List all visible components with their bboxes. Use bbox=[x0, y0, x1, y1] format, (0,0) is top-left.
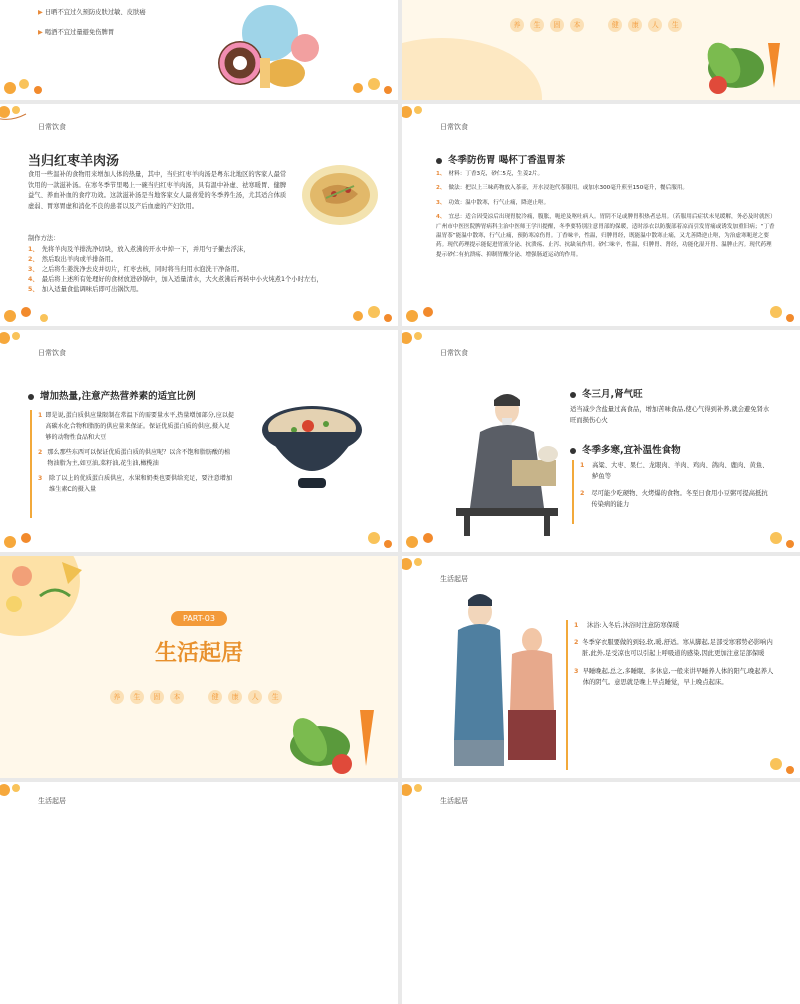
accent-bar bbox=[30, 410, 32, 518]
tag: 健 bbox=[608, 18, 622, 32]
tag: 固 bbox=[550, 18, 564, 32]
items-list bbox=[436, 170, 776, 260]
tag: 康 bbox=[228, 690, 242, 704]
flower-decoration bbox=[402, 300, 472, 326]
list-item: 2、 然后取出羊肉或羊排备用。 bbox=[28, 256, 118, 263]
tag: 养 bbox=[510, 18, 524, 32]
steps-list bbox=[28, 245, 373, 295]
flower-decoration bbox=[338, 68, 398, 100]
tag: 康 bbox=[628, 18, 642, 32]
accent-bar bbox=[572, 460, 574, 524]
flower-decoration bbox=[0, 782, 36, 802]
slide-calorie-ratio bbox=[0, 330, 398, 552]
slide-living-3 bbox=[402, 782, 800, 1004]
intro-text: 食用一些温补的食物用来增加人体的热量，其中，当归红枣羊肉汤是粤东北地区的客家人最常饮用的一款滋补汤。在寒冬季节里喝上一碗当归红枣羊肉汤，具有温中补虚、祛寒暖胃、健脾益气、养血补血的食疗功效。这款滋补汤是当地客家女人最喜爱的冬季养生汤，尤其适合体质虚弱、胃寒胃虚和消化不良的患者以及产后血虚的产妇饮用。 bbox=[28, 171, 287, 210]
section-header: 生活起居 bbox=[440, 797, 468, 805]
slide-angelica-lamb-soup bbox=[0, 104, 398, 326]
list-item: 1、 材料：丁香3克，砂仁5克，生姜2片。 bbox=[436, 171, 544, 177]
porridge-bowl-image bbox=[258, 400, 366, 496]
list-item: 3、 功效：温中散寒，行气止痛，降逆止呕。 bbox=[436, 199, 550, 206]
list-item: 4、 最后将上述所有处理好的食材放进砂锅中，加入适量清水，大火煮沸后再转中小火炖煮1个小时左右， bbox=[28, 276, 323, 283]
page-title: 冬季防伤胃 喝杯丁香温胃茶 bbox=[436, 152, 565, 166]
items-list bbox=[580, 460, 770, 510]
vegetable-illustration bbox=[280, 696, 390, 776]
page-title: 生活起居 bbox=[154, 641, 243, 666]
items-list bbox=[574, 620, 774, 688]
flower-decoration bbox=[402, 782, 438, 802]
tag-row bbox=[510, 12, 688, 32]
tag: 固 bbox=[150, 690, 164, 704]
tag: 生 bbox=[668, 18, 682, 32]
flower-decoration bbox=[0, 300, 70, 326]
list-item: 1、 先将羊肉及羊排洗净切块，放入煮沸的开水中焯一下，并用勺子撇去浮沫， bbox=[28, 246, 250, 253]
list-item: 3 除了以上的优质蛋白质供应，水果和奶类也要供给充足，要注意增加维生素C的摄入量 bbox=[38, 475, 232, 493]
items-list bbox=[38, 410, 236, 495]
list-item: 3、 之后将生姜洗净去皮并切片，红枣去核，同时将当归用水泡洗干净备用。 bbox=[28, 266, 244, 273]
tag: 养 bbox=[110, 690, 124, 704]
list-item: 1 即是说,蛋白质供应量限制在常温下的需要量水平,热量增加部分,应以提高碳水化合物和脂肪的供应量来保证。保证优质蛋白质的供应,摄入足够的动物性食品和大豆 bbox=[38, 412, 235, 441]
flower-decoration bbox=[402, 330, 438, 354]
flower-decoration bbox=[0, 330, 36, 354]
part-label-wrap bbox=[0, 606, 398, 626]
intro-text: 适当减少含盐量过高食品，增加苦味食品,使心气得到补养,就会避免肾水旺而损伤心火 bbox=[570, 406, 770, 424]
method-title: 制作方法： bbox=[28, 235, 60, 242]
flower-decoration bbox=[402, 556, 438, 580]
page-title: 当归红枣羊肉汤 bbox=[28, 154, 120, 169]
tip-line: 喝酒不宜过量避免伤脾胃 bbox=[44, 29, 115, 36]
soup-bowl-image bbox=[300, 160, 380, 230]
tag: 生 bbox=[130, 690, 144, 704]
page-title: 增加热量,注意产热营养素的适宜比例 bbox=[28, 388, 196, 402]
flower-decoration bbox=[0, 68, 60, 100]
flower-decoration bbox=[0, 104, 36, 128]
tag: 人 bbox=[248, 690, 262, 704]
list-item: 4、 宜忌：适合因受凉后出现胃脘冷痛，腹胀，呃逆及呕吐病人。胃阴不足或脾胃积热者忌用。（若服用后症状未见缓解，务必及时就医）广州市中医医院脾胃病科主治中医师王学川提醒，冬季要特别注意胃部的保暖，适时添衣以防腹部着凉而引发胃痛或诱发加重旧病；“丁香温胃茶”能温中散寒，行气止痛，预防寒凉伤胃。丁香味辛，性温，归脾胃经，既能温中散寒止痛，又尤善降逆止呕，为治虚寒呃逆之要药。现代药理提示能促进胃液分泌、抗溃疡、止泻、抗缺氧作用。砂仁味辛，性温，归脾胃、肾经，功能化湿开胃、温脾止泻。现代药理提示砂仁有抗溃疡、抑制胃酸分泌、增强肠道运动的作用。 bbox=[436, 214, 776, 258]
section-title: 冬季多寒,宜补温性食物 bbox=[570, 442, 681, 456]
slide-daily-living bbox=[402, 556, 800, 778]
slide-kidney-qi bbox=[402, 330, 800, 552]
tag: 人 bbox=[648, 18, 662, 32]
flower-decoration bbox=[730, 752, 800, 778]
tag: 健 bbox=[208, 690, 222, 704]
list-item: 2 那么那些东西可以保证优质蛋白质的供应呢？以含不饱和脂肪酸的植物油脂为主,如豆油,菜籽油,花生油,橄榄油 bbox=[38, 449, 231, 467]
accent-bar bbox=[566, 620, 568, 770]
flower-decoration bbox=[402, 526, 472, 552]
flower-decoration bbox=[0, 526, 70, 552]
flower-decoration bbox=[328, 300, 398, 326]
vegetable-illustration bbox=[696, 23, 796, 98]
flower-decoration bbox=[730, 526, 800, 552]
section-header: 日常饮食 bbox=[440, 123, 468, 131]
slide-clove-tea bbox=[402, 104, 800, 326]
list-item: 5、 加入适量食盐调味后即可出锅饮用。 bbox=[28, 286, 143, 293]
list-item: 2 尽可能少吃硬物、火烤爆的食物。冬至日食用小豆粥可提高抵抗传染病的能力 bbox=[580, 490, 768, 508]
section-header: 日常饮食 bbox=[38, 349, 66, 357]
flower-decoration bbox=[730, 300, 800, 326]
tag: 本 bbox=[570, 18, 584, 32]
tag: 生 bbox=[268, 690, 282, 704]
section-header: 生活起居 bbox=[440, 575, 468, 583]
slide-living-2 bbox=[0, 782, 398, 1004]
tip-line: 日晒不宜过久预防皮肤过敏、皮肤癌 bbox=[44, 9, 146, 16]
list-item: 2、 做法：把以上三味药物放入茶壶，开水浸泡代茶服用。或加水300毫升煎至150毫升，餐后服用。 bbox=[436, 185, 689, 192]
section-header: 日常饮食 bbox=[440, 349, 468, 357]
section-header: 生活起居 bbox=[38, 797, 66, 805]
snack-food-illustration bbox=[205, 0, 335, 98]
tag: 生 bbox=[530, 18, 544, 32]
acupuncture-illustration bbox=[446, 590, 566, 770]
slide-summer-tips: ▶ 日晒不宜过久预防皮肤过敏、皮肤癌 ▶ 喝酒不宜过量避免伤脾胃 bbox=[0, 0, 398, 100]
flower-decoration bbox=[402, 104, 438, 128]
section-header: 日常饮食 bbox=[38, 123, 66, 131]
tag: 本 bbox=[170, 690, 184, 704]
list-item: 2 冬季穿衣服要做的到轻,软,暖,舒适。寒从脚起,足部受寒邪势必影响内脏,此外,足受凉也可以引起上呼吸道的感染,因此更加注意足部保暖 bbox=[574, 639, 773, 658]
slide-part03-cover bbox=[0, 556, 398, 778]
list-item: 3 早睡晚起,总之,多睡眠、多休息,一般来讲早睡养人体的阳气,晚起养人体的阴气。意思就是晚上早点睡觉，早上晚点起床。 bbox=[574, 667, 774, 686]
part-label: PART-03 bbox=[171, 611, 227, 626]
doctor-illustration bbox=[452, 388, 562, 538]
list-item: 1 高粱、大枣、果仁、龙眼肉、羊肉、鸡肉、鸽肉、鹿肉、黄鱼、鲈鱼等 bbox=[580, 462, 769, 480]
slide-cover-tags bbox=[402, 0, 800, 100]
list-item: 1 沐浴:入冬后,沐浴时注意防寒保暖 bbox=[574, 622, 680, 629]
section-title: 冬三月,肾气旺 bbox=[570, 386, 643, 400]
flower-decoration bbox=[328, 526, 398, 552]
